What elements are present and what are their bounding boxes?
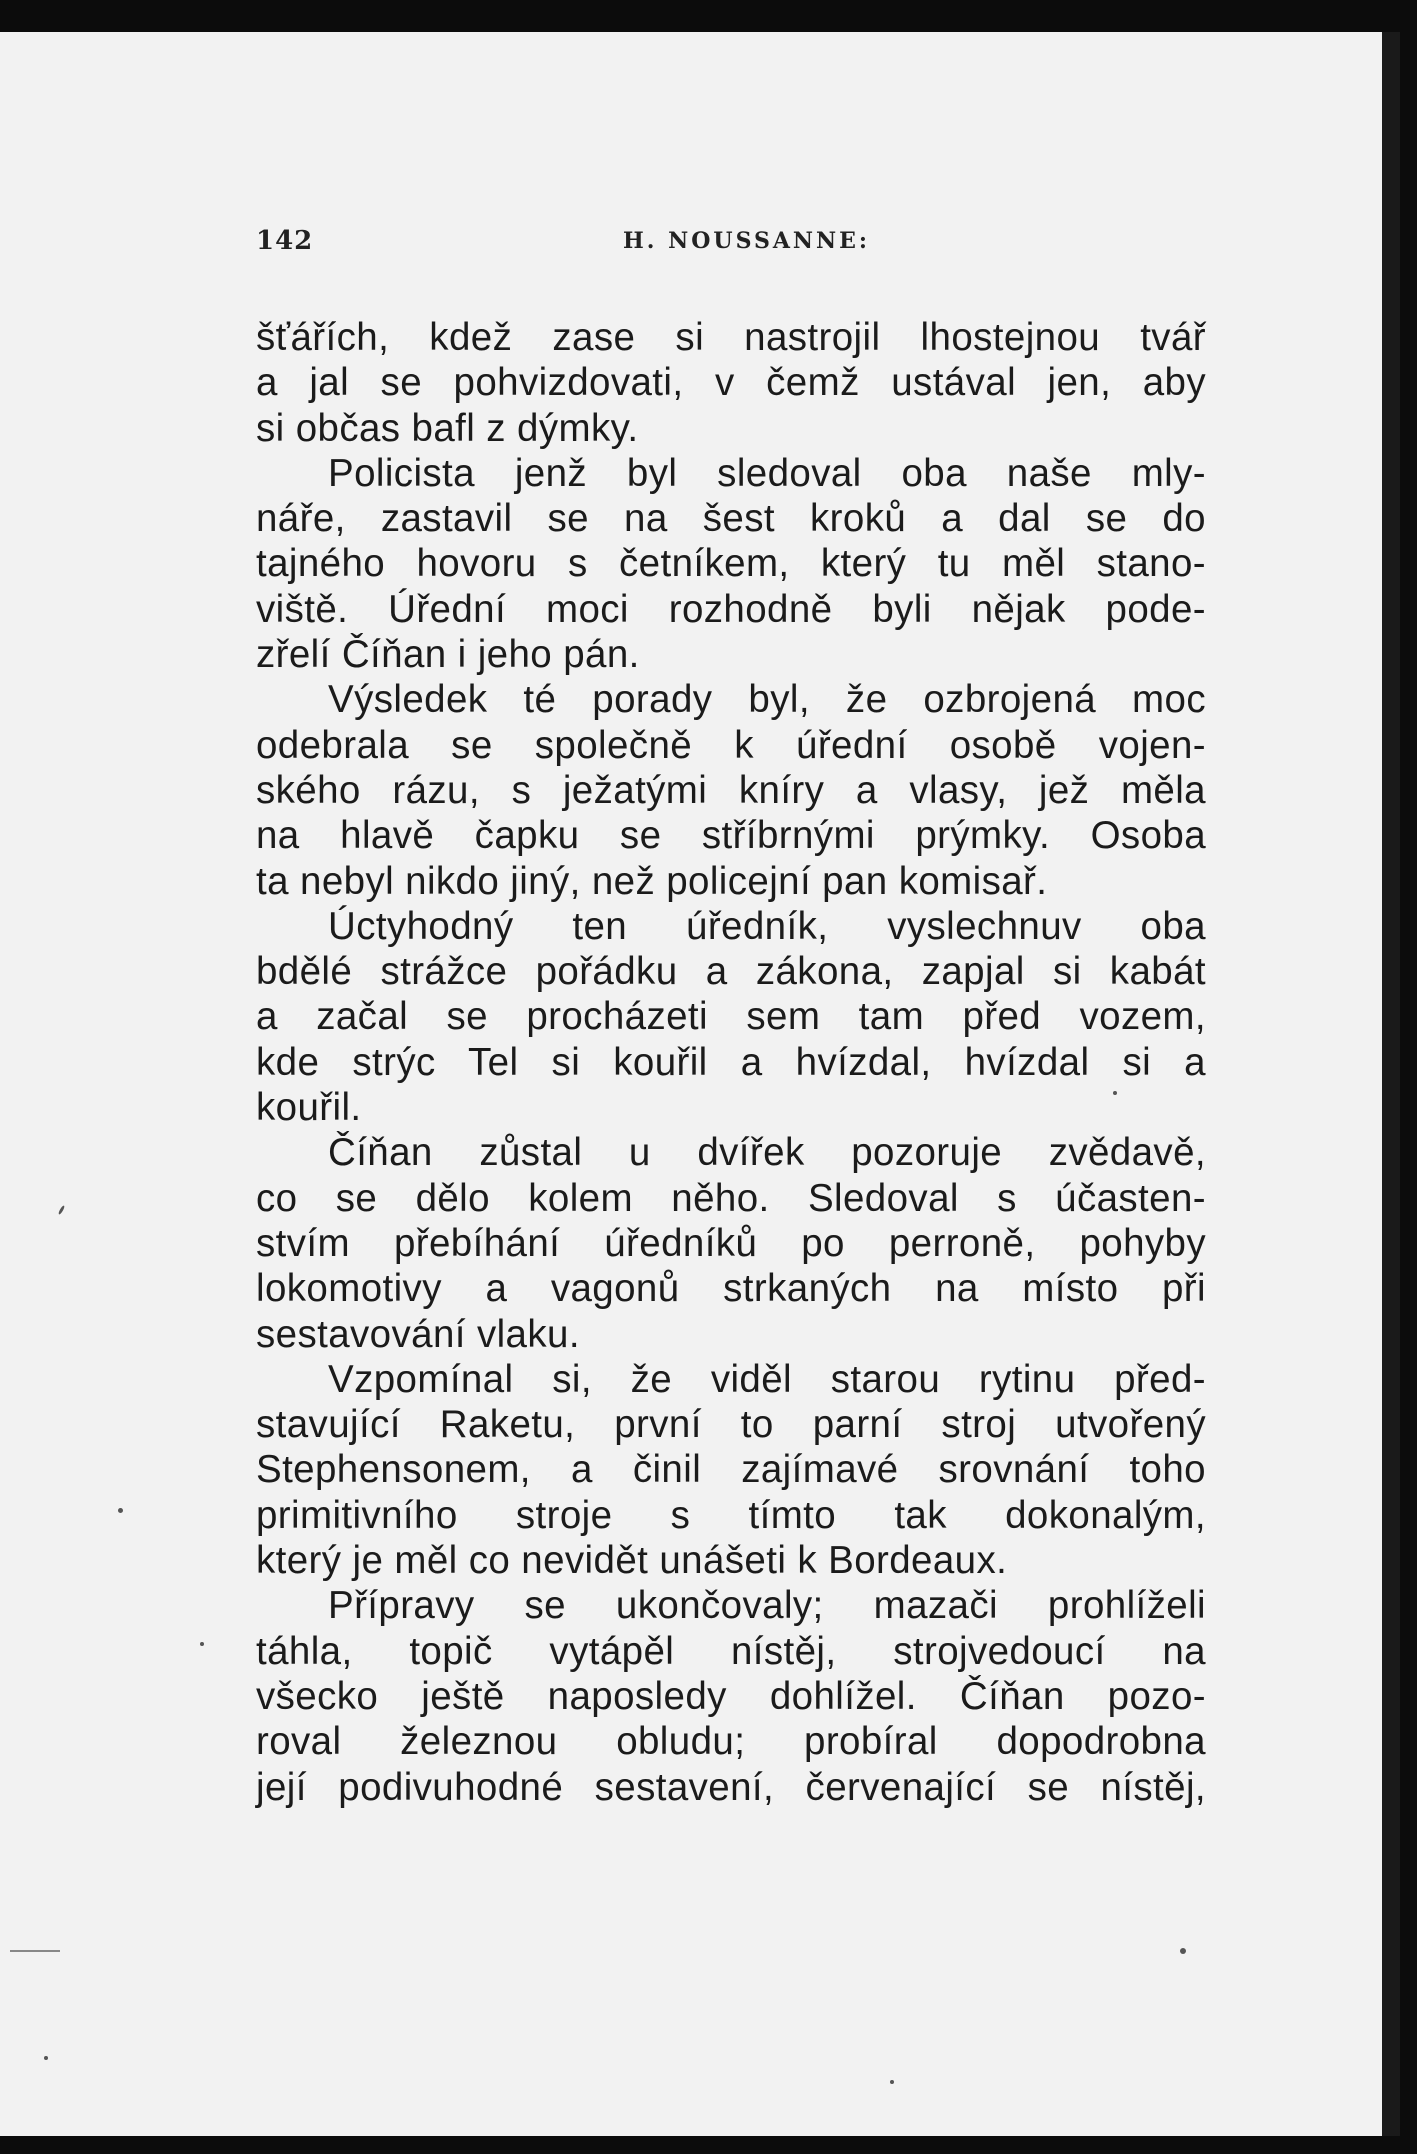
text-line: roval železnou obludu; probíral dopodrobna xyxy=(256,1720,1206,1764)
text-line: stavující Raketu, první to parní stroj utvořený xyxy=(256,1403,1206,1447)
text-line: zřelí Číňan i jeho pán. xyxy=(256,633,640,677)
text-line: Policista jenž byl sledoval oba naše mly- xyxy=(328,451,1206,495)
text-line: tajného hovoru s četníkem, který tu měl stano- xyxy=(256,542,1206,586)
page-header xyxy=(0,226,1417,266)
running-head: H. NOUSSANNE: xyxy=(623,228,871,254)
text-line: Stephensonem, a činil zajímavé srovnání toho xyxy=(256,1448,1206,1492)
text-line: Úctyhodný ten úředník, vyslechnuv oba xyxy=(328,904,1206,948)
text-line: ta nebyl nikdo jiný, než policejní pan komisař. xyxy=(256,859,1048,903)
text-line: primitivního stroje s tímto tak dokonalým, xyxy=(256,1493,1206,1537)
text-line: který je měl co nevidět unášeti k Bordeaux. xyxy=(256,1539,1008,1583)
text-line: Výsledek té porady byl, že ozbrojená moc xyxy=(328,678,1206,722)
text-line: táhla, topič vytápěl nístěj, strojvedoucí na xyxy=(256,1629,1206,1673)
text-line: si občas bafl z dýmky. xyxy=(256,406,639,450)
text-line: ského rázu, s ježatými kníry a vlasy, jež měla xyxy=(256,768,1206,812)
text-line: Vzpomínal si, že viděl starou rytinu před- xyxy=(328,1357,1206,1401)
scan-speck xyxy=(890,2080,894,2084)
text-line: kouřil. xyxy=(256,1086,362,1130)
page-number: 142 xyxy=(256,226,314,256)
text-line: šťářích, kdež zase si nastrojil lhostejnou tvář xyxy=(256,316,1206,359)
text-line: všecko ještě naposledy dohlížel. Číňan pozo- xyxy=(256,1674,1206,1718)
text-line: odebrala se společně k úřední osobě vojen- xyxy=(256,723,1206,767)
text-line: a začal se procházeti sem tam před vozem, xyxy=(256,995,1206,1039)
text-line: bdělé strážce pořádku a zákona, zapjal si kabát xyxy=(256,950,1206,994)
text-line: kde strýc Tel si kouřil a hvízdal, hvízdal si a xyxy=(256,1040,1206,1084)
text-line: viště. Úřední moci rozhodně byli nějak pode- xyxy=(256,587,1206,631)
text-line: stvím přebíhání úředníků po perroně, pohyby xyxy=(256,1221,1206,1265)
scan-speck xyxy=(200,1642,204,1646)
text-line: její podivuhodné sestavení, červenající se nístěj, xyxy=(256,1765,1206,1809)
scan-speck xyxy=(1180,1948,1186,1954)
text-line: Číňan zůstal u dvířek pozoruje zvědavě, xyxy=(328,1131,1206,1175)
scan-speck xyxy=(1113,1091,1117,1095)
text-line: a jal se pohvizdovati, v čemž ustával jen, aby xyxy=(256,361,1206,405)
text-line: co se dělo kolem něho. Sledoval s účasten- xyxy=(256,1176,1206,1220)
scan-speck xyxy=(44,2056,48,2060)
text-line: lokomotivy a vagonů strkaných na místo při xyxy=(256,1267,1206,1311)
text-line: Přípravy se ukončovaly; mazači prohlíželi xyxy=(328,1584,1206,1628)
scan-speck xyxy=(118,1508,123,1513)
text-line: sestavování vlaku. xyxy=(256,1312,580,1356)
scan-speck xyxy=(10,1950,60,1952)
text-line: na hlavě čapku se stříbrnými prýmky. Osoba xyxy=(256,814,1206,858)
page-edge-shadow xyxy=(1382,32,1400,2136)
text-line: náře, zastavil se na šest kroků a dal se do xyxy=(256,497,1206,541)
body-text xyxy=(256,315,1206,1810)
